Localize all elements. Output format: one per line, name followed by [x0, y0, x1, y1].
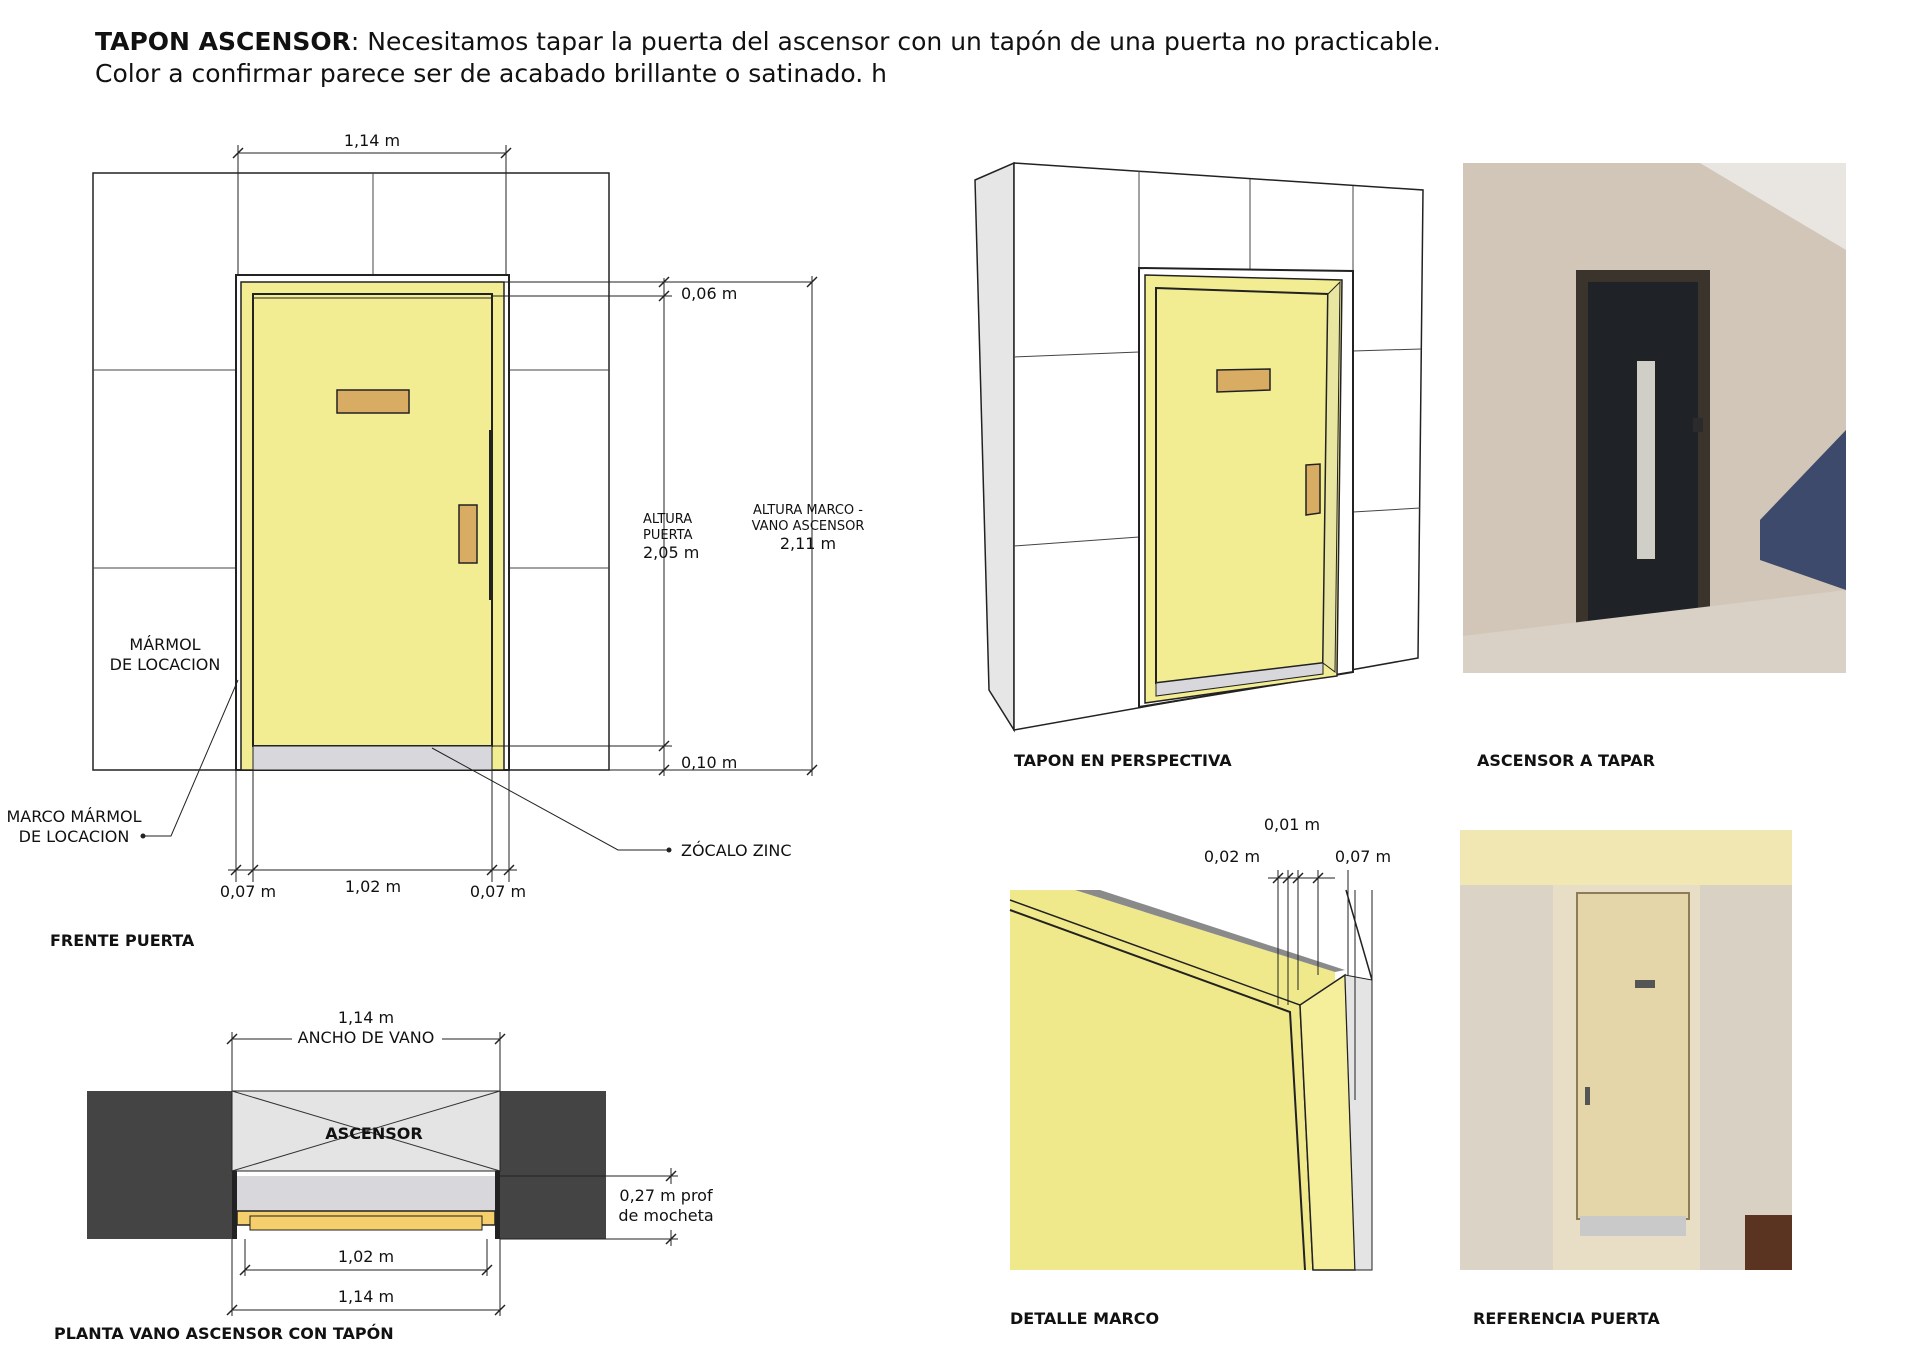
- plan-dim-top-l2: ANCHO DE VANO: [297, 1028, 435, 1047]
- marco-l1: MARCO MÁRMOL: [6, 807, 142, 826]
- marmol-l2: DE LOCACION: [109, 655, 221, 674]
- altura-marco-val: 2,11 m: [779, 534, 837, 553]
- altura-puerta-l2: PUERTA: [643, 528, 693, 543]
- ref-pillar-right: [1700, 885, 1792, 1270]
- ref-handle: [1585, 1087, 1590, 1105]
- caption-planta: PLANTA VANO ASCENSOR CON TAPÓN: [54, 1324, 394, 1343]
- call-button: [1693, 418, 1703, 432]
- wall-side: [975, 163, 1014, 730]
- zinc-kickplate: [253, 746, 492, 770]
- persp-door: [1156, 288, 1328, 683]
- leader-dot: [141, 834, 146, 839]
- plan-dim-top-l1: 1,14 m: [337, 1008, 395, 1027]
- plan-dim-inner: 1,02 m: [337, 1247, 395, 1266]
- plan-depth-l2: de mocheta: [618, 1206, 714, 1225]
- altura-marco-l2: VANO ASCENSOR: [751, 519, 865, 534]
- detail-dim-b: 0,02 m: [1203, 847, 1261, 866]
- plan-depth-l1: 0,27 m prof: [619, 1186, 713, 1205]
- caption-referencia: REFERENCIA PUERTA: [1473, 1309, 1660, 1328]
- dim-bottom-gap: 0,10 m: [681, 753, 738, 772]
- caption-detalle: DETALLE MARCO: [1010, 1309, 1160, 1328]
- marmol-l1: MÁRMOL: [129, 635, 201, 654]
- perspective-view: [975, 163, 1423, 770]
- plan-dim-outer: 1,14 m: [337, 1287, 395, 1306]
- jamb-left: [232, 1171, 237, 1239]
- marco-l2: DE LOCACION: [18, 827, 130, 846]
- tapon-leaf: [250, 1216, 482, 1230]
- dim-mid: 1,02 m: [344, 877, 402, 896]
- jamb-right: [495, 1171, 500, 1239]
- caption-ascensor: ASCENSOR A TAPAR: [1477, 751, 1655, 770]
- elevator-window: [1636, 360, 1656, 560]
- dim-right: 0,07 m: [469, 882, 527, 901]
- leader-dot: [667, 848, 672, 853]
- nameplate: [337, 390, 409, 413]
- ascensor-label: ASCENSOR: [325, 1124, 423, 1143]
- ref-ceiling: [1460, 830, 1792, 885]
- detail-dim-c: 0,07 m: [1334, 847, 1392, 866]
- wall-left: [87, 1091, 232, 1239]
- zocalo-label: ZÓCALO ZINC: [681, 841, 792, 860]
- ref-furniture: [1745, 1215, 1792, 1270]
- header-line2: Color a confirmar parece ser de acabado brillante o satinado. h: [95, 59, 887, 88]
- photo-reference: [1460, 830, 1792, 1328]
- header-title: TAPON ASCENSOR: [95, 27, 351, 56]
- detail-view: [1010, 815, 1391, 1328]
- plan-view: [54, 1008, 718, 1343]
- dim-left: 0,07 m: [219, 882, 277, 901]
- dim-top-gap: 0,06 m: [681, 284, 738, 303]
- dim-width-top: 1,14 m: [343, 131, 401, 150]
- caption-perspectiva: TAPON EN PERSPECTIVA: [1014, 751, 1232, 770]
- ref-nameplate: [1635, 980, 1655, 988]
- door-leaf: [253, 294, 492, 746]
- persp-nameplate: [1217, 369, 1270, 392]
- caption-frente: FRENTE PUERTA: [50, 931, 195, 950]
- front-elevation: [6, 131, 864, 950]
- ref-kickplate: [1580, 1216, 1686, 1236]
- altura-puerta-l1: ALTURA: [643, 512, 693, 527]
- door-handle: [459, 505, 477, 563]
- persp-handle: [1306, 464, 1320, 515]
- altura-puerta-val: 2,05 m: [643, 543, 700, 562]
- detail-dim-a: 0,01 m: [1263, 815, 1321, 834]
- ref-pillar-left: [1460, 885, 1553, 1270]
- ref-door: [1577, 893, 1689, 1219]
- wall-right: [500, 1091, 606, 1239]
- photo-elevator: [1463, 163, 1846, 770]
- reveal: [237, 1176, 495, 1211]
- header-line1: : Necesitamos tapar la puerta del ascensor con un tapón de una puerta no practicable.: [350, 27, 1441, 56]
- altura-marco-l1: ALTURA MARCO -: [753, 503, 863, 518]
